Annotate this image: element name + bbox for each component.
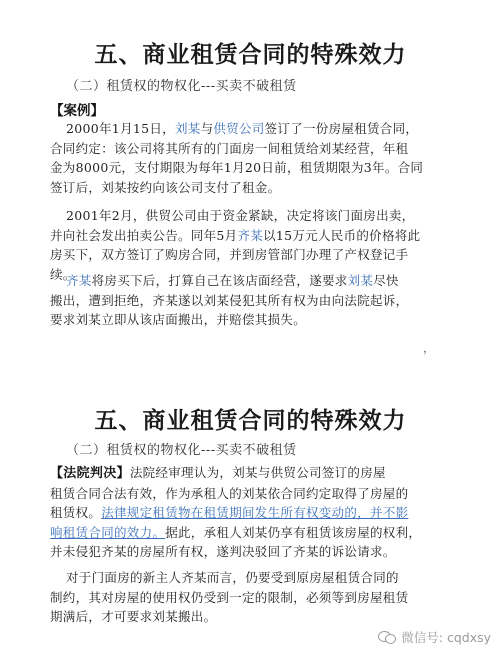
judgment-tag: 【法院判决】 <box>50 466 130 481</box>
name-qi: 齐某 <box>237 227 264 243</box>
judgment-paragraph-2 <box>50 568 408 627</box>
text-line: 并未侵犯齐某的房屋所有权，遂判决驳回了齐某的诉讼请求。 <box>50 544 396 559</box>
case-paragraph-1 <box>50 119 424 197</box>
case-paragraph-3 <box>50 271 409 330</box>
text-line: 2001年2月，供贸公司由于资金紧缺，决定将该门面房出卖， <box>66 208 415 223</box>
text-line: 金为8000元，支付期限为每年1月20日前，租赁期限为3年。合同 <box>50 160 424 175</box>
slide-title: 五、商业租赁合同的特殊效力 <box>94 42 407 68</box>
legal-rule-highlight: 法律规定租赁物在租赁期间发生所有权变动的，并不影 <box>101 505 409 520</box>
stray-mark: ， <box>422 341 435 355</box>
text-line: 签订后，刘某按约向该公司支付了租金。 <box>50 179 281 195</box>
text-line: 合同约定：该公司将其所有的门面房一间租赁给刘某经营，年租 <box>50 140 409 156</box>
judgment-paragraph-1 <box>50 463 421 562</box>
slide-subtitle: （二）租赁权的物权化---买卖不破租赁 <box>66 79 297 94</box>
wechat-icon <box>378 630 396 644</box>
text-line: 要求刘某立即从该店面搬出，并赔偿其损失。 <box>50 312 307 327</box>
text-line: 房买下，双方签订了购房合同，并到房管部门办理了产权登记手 <box>50 247 409 262</box>
text-line: 并向社会发出拍卖公告。同年5月齐某以15万元人民币的价格将此 <box>50 227 421 243</box>
wechat-watermark <box>378 628 491 646</box>
text-line: 续。 <box>50 266 76 282</box>
slide-title: 五、商业租赁合同的特殊效力 <box>94 408 407 434</box>
text-line: 响租赁合同的效力。据此，承租人刘某仍享有租赁该房屋的权利， <box>50 524 422 540</box>
text-line: 租赁合同合法有效，作为承租人的刘某依合同约定取得了房屋的 <box>50 485 409 501</box>
text-line: 制约，其对房屋的使用权仍受到一定的限制，必须等到房屋租赁 <box>50 589 409 605</box>
name-liu: 刘某 <box>174 121 201 136</box>
watermark-text: 微信号: cqdxsy <box>401 630 491 645</box>
name-liu: 刘某 <box>347 273 374 288</box>
slide-judgment <box>0 378 501 658</box>
legal-rule-highlight: 响租赁合同的效力。 <box>50 524 166 540</box>
text-line: 齐某将房买下后，打算自己在该店面经营，遂要求刘某尽快 <box>66 273 399 288</box>
text-line: 对于门面房的新主人齐某而言，仍要受到原房屋租赁合同的 <box>66 570 399 585</box>
slide-separator <box>0 335 501 378</box>
text-line: 期满后，才可要求刘某搬出。 <box>50 609 217 624</box>
case-tag: 【案例】 <box>50 103 104 119</box>
text-line: 2000年1月15日，刘某与供贸公司签订了一份房屋租赁合同， <box>66 121 419 136</box>
name-qi: 齐某 <box>66 273 92 288</box>
text-line: 租赁权。法律规定租赁物在租赁期间发生所有权变动的，并不影 <box>50 505 409 520</box>
text-line: 【法院判决】法院经审理认为，刘某与供贸公司签订的房屋 <box>50 465 386 481</box>
text-line: 搬出，遭到拒绝，齐某遂以刘某侵犯其所有权为由向法院起诉， <box>50 292 409 308</box>
slide-subtitle: （二）租赁权的物权化---买卖不破租赁 <box>66 443 297 458</box>
name-company: 供贸公司 <box>213 121 265 136</box>
